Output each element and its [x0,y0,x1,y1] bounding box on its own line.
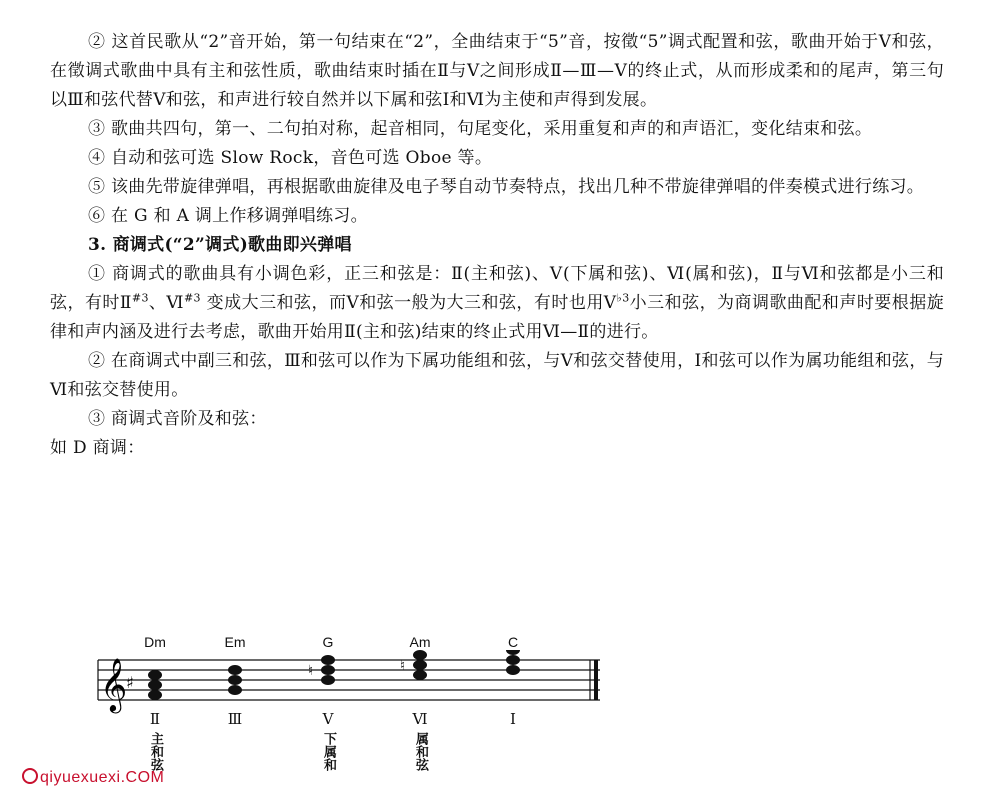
roman-numeral: Ⅱ [149,710,161,728]
paragraph-5: ⑤ 该曲先带旋律弹唱，再根据歌曲旋律及电子琴自动节奏特点，找出几种不带旋律弹唱的伴奏模式进行练习。 [88,177,925,197]
shang-paragraph-2: ② 在商调式中副三和弦，Ⅲ和弦可以作为下属功能组和弦，与Ⅴ和弦交替使用，Ⅰ和弦可以作为属功能组和弦，与Ⅵ和弦交替使用。 [50,351,944,400]
natural-accidental-icon: ♮ [308,663,314,679]
natural-accidental-icon: ♮ [400,658,406,674]
music-staff-example [90,628,610,808]
roman-numeral: Ⅵ [412,710,428,728]
chord-name: Em [224,634,246,650]
chord-function-label: 下属和 [321,732,336,771]
watermark-text: qiyuexuexi.COM [40,769,165,786]
key-sharp-icon: ♯ [126,673,134,692]
shang-text-b: 、Ⅵ [148,293,184,313]
watermark-logo-icon [22,768,38,784]
example-label: 如 D 商调： [50,438,145,458]
paragraph-2: ② 这首民歌从“2”音开始，第一句结束在“2”，全曲结束于“5”音，按徵“5”调式配置和弦，歌曲开始于Ⅴ和弦，在徵调式歌曲中具有主和弦性质，歌曲结束时插在Ⅱ与Ⅴ之间形成Ⅱ—Ⅲ—Ⅴ的终止式，从而形成柔和的尾声，第三句以Ⅲ和弦代替Ⅴ和弦，和声进行较自然并以下属和弦Ⅰ和Ⅵ为主使和声得到发展。 [50,32,944,110]
staff-lines [98,660,600,700]
paragraph-3: ③ 歌曲共四句，第一、二句拍对称，起音相同，句尾变化，采用重复和声的和声语汇，变化结束和弦。 [88,119,873,139]
chord-name: Dm [144,634,166,650]
shang-paragraph-1 [50,260,944,347]
chord-name: C [507,634,519,650]
shang-text-d: 小三和弦，为商调歌曲配和声时要根据旋律和声内涵及进行去考虑，歌曲开始用Ⅱ(主和弦)结束的终止式用Ⅵ—Ⅱ的进行。 [50,293,944,342]
section-heading: 3. 商调式(“2”调式)歌曲即兴弹唱 [88,235,352,255]
text-block [50,28,944,463]
treble-clef-icon: 𝄞 [100,657,128,711]
roman-numeral: Ⅲ [227,710,243,728]
roman-numeral: Ⅴ [322,710,334,728]
staff-svg [90,650,610,730]
sharp-three-mark: #3 [131,291,149,305]
paragraph-4: ④ 自动和弦可选 Slow Rock，音色可选 Oboe 等。 [88,148,493,168]
chord-name: G [322,634,334,650]
flat-three-mark: ♭3 [616,291,630,305]
site-watermark [22,768,164,787]
paragraph-6: ⑥ 在 G 和 A 调上作移调弹唱练习。 [88,206,368,226]
sharp-three-mark: #3 [183,291,201,305]
chord-noteheads [148,650,520,700]
roman-numeral: Ⅰ [510,710,516,728]
shang-text-a: ① 商调式的歌曲具有小调色彩，正三和弦是：Ⅱ(主和弦)、Ⅴ(下属和弦)、Ⅵ(属和弦)，Ⅱ与Ⅵ和弦都是小三和弦，有时Ⅱ [50,264,944,313]
chord-function-label: 主和弦 [148,732,163,771]
chord-name: Am [409,634,431,650]
chord-function-label: 属和弦 [413,732,428,771]
shang-paragraph-3: ③ 商调式音阶及和弦： [88,409,267,429]
shang-text-c: 变成大三和弦，而Ⅴ和弦一般为大三和弦，有时也用Ⅴ [200,293,617,313]
